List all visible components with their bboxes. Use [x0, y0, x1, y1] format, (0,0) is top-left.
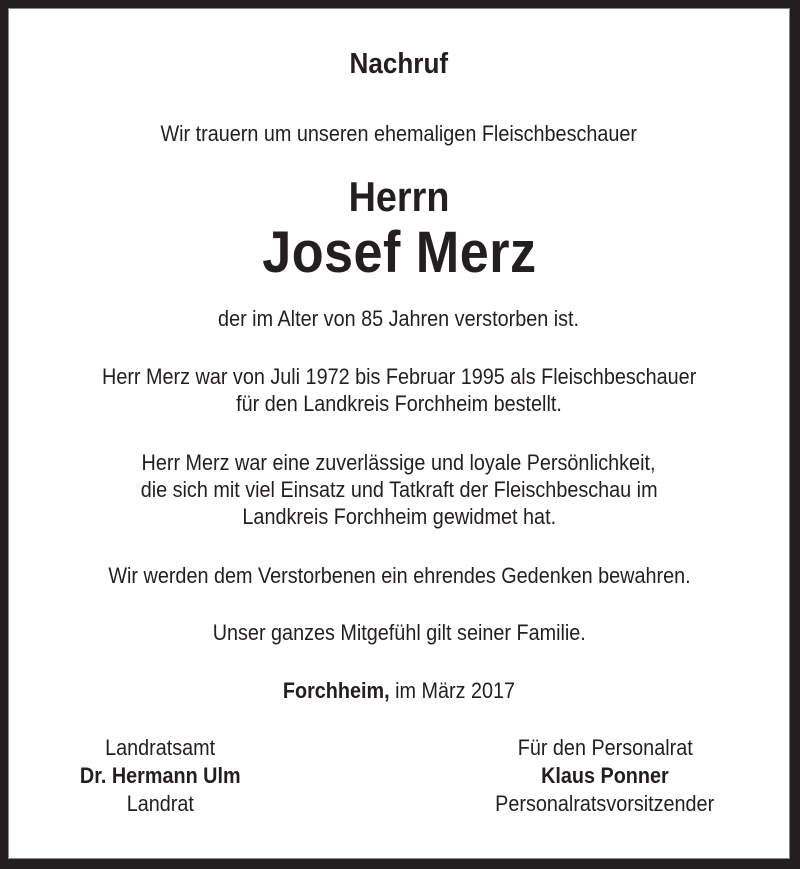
paragraph-text: für den Landkreis Forchheim bestellt.: [236, 391, 562, 416]
signatory-name: [0, 762, 340, 790]
paragraph-text: Herr Merz war eine zuverlässige und loyale Persönlichkeit,: [142, 450, 656, 475]
signature-block: [9, 734, 789, 824]
paragraph-text: Herr Merz war von Juli 1972 bis Februar 1995 als Fleischbeschauer: [101, 364, 697, 389]
paragraph-text: Wir werden dem Verstorbenen ein ehrendes Gedenken bewahren.: [107, 563, 691, 588]
paragraph-text: Landkreis Forchheim gewidmet hat.: [242, 504, 556, 529]
signatory-role: [0, 790, 340, 818]
signatory-name: [425, 762, 785, 790]
paragraph-2-line-1: [9, 452, 789, 474]
age-line: [9, 308, 789, 330]
salutation: [9, 173, 789, 220]
paragraph-3-line-1: [9, 565, 789, 587]
place: Forchheim,: [282, 678, 390, 703]
paragraph-4-line-1: [9, 622, 789, 644]
signatory-role-text: Landrat: [126, 791, 194, 816]
signatory-role: [425, 790, 785, 818]
date: im März 2017: [389, 678, 516, 703]
paragraph-text: die sich mit viel Einsatz und Tatkraft der Fleischbeschau im: [140, 477, 658, 502]
signatory-name-text: Klaus Ponner: [541, 763, 669, 788]
notice-heading-text: Nachruf: [349, 48, 449, 80]
notice-heading: [9, 50, 789, 79]
signatory-organization: [0, 734, 340, 762]
intro-text: Wir trauern um unseren ehemaligen Fleischbeschauer: [160, 121, 638, 146]
deceased-name: [9, 220, 789, 285]
paragraph-1-line-1: [9, 366, 789, 388]
signatory-right: [425, 734, 785, 818]
age-line-text: der im Alter von 85 Jahren verstorben ist.: [218, 306, 580, 331]
obituary-notice: [9, 9, 789, 858]
intro-line: [9, 123, 789, 145]
salutation-text: Herrn: [348, 173, 450, 220]
paragraph-1-line-2: [9, 393, 789, 415]
signatory-left: [0, 734, 340, 818]
place-date: [9, 680, 789, 702]
place-date-text: [283, 680, 515, 702]
paragraph-text: Unser ganzes Mitgefühl gilt seiner Familie.: [212, 620, 586, 645]
paragraph-2-line-2: [9, 479, 789, 501]
signatory-organization: [425, 734, 785, 762]
signatory-organization-text: Landratsamt: [104, 735, 216, 760]
deceased-name-text: Josef Merz: [261, 220, 537, 285]
signatory-name-text: Dr. Hermann Ulm: [79, 763, 241, 788]
paragraph-2-line-3: [9, 506, 789, 528]
signatory-role-text: Personalratsvorsitzender: [495, 791, 715, 816]
signatory-organization-text: Für den Personalrat: [517, 735, 693, 760]
